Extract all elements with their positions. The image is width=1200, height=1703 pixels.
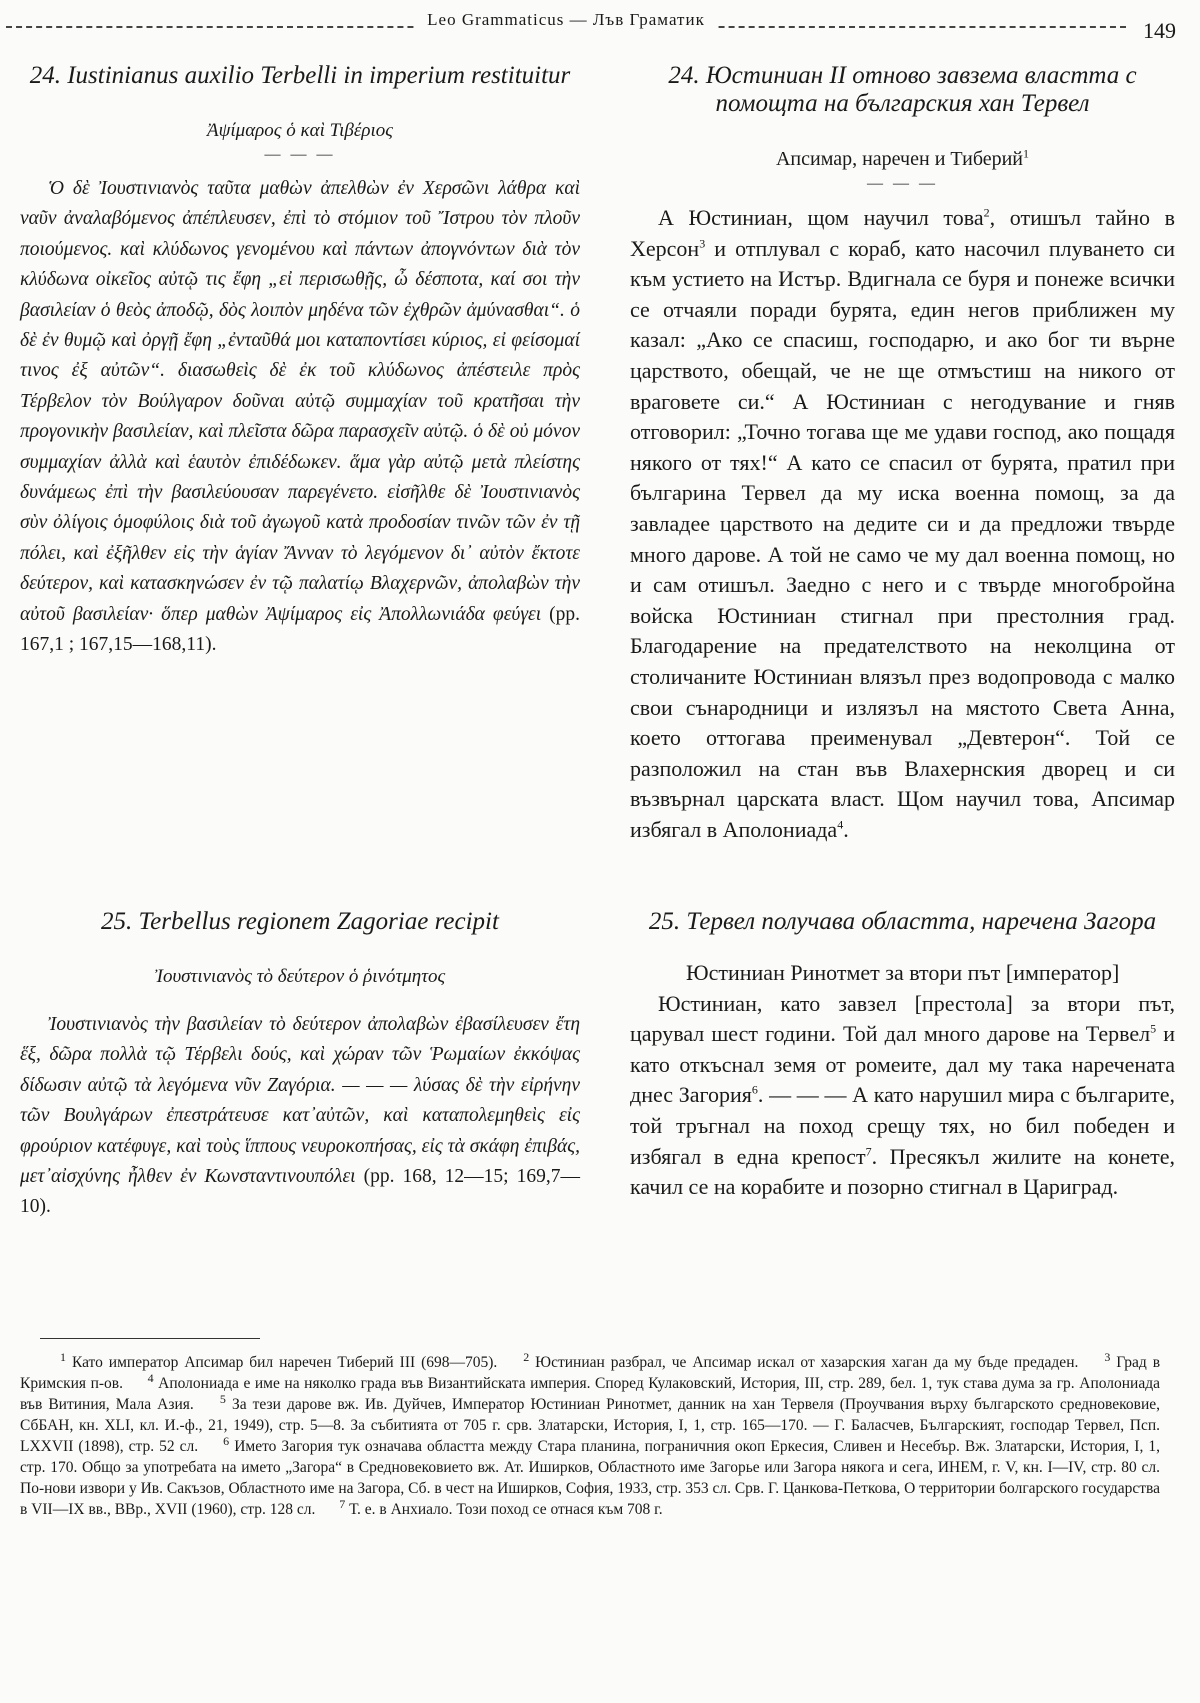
footnote-marker[interactable]: 7	[865, 1144, 872, 1159]
section-24-greek	[20, 62, 580, 661]
text-segment: .	[843, 816, 849, 842]
footnote-block	[20, 1349, 1161, 1520]
text-segment: Юстиниан, като завзел [престола] за втори път, царувал шест години. Той дал много дарове на Тервел	[630, 990, 1175, 1047]
footnote-text: Името Загория тук означава областта между Стара планина, пограничния окоп Еркесия, Сливен и Несебър. Вж. Златарски, История, I, 1, стр. 170. Общо за употребата на името „Загора“ в Средновековието вж. Ат. Иширков, Областното име Загорье или Загора някога и сега, ИНЕМ, г. V, кн. I—IV, стр. 80 сл. По-нови извори у Ив. Сакъзов, Областното име на Загора, Сб. в чест на Иширков, София, 1933, стр. 353 сл. Срв. Г. Цанкова-Петкова, О территории болгарского государства в VII—IX вв., ВВр., XVII (1960), стр. 128 сл.	[20, 1438, 1160, 1518]
footnote-marker[interactable]: 4	[837, 817, 844, 832]
text-segment: , отишъл тайно в Херсон	[630, 205, 1175, 261]
text-segment: . — — — А като нарушил мира с българите, той тръгнал на поход срещу тях, но бил победен и избягал в една крепост	[630, 1082, 1175, 1169]
footnote-marker[interactable]: 2	[983, 205, 990, 220]
footnote-1	[60, 1349, 498, 1371]
section-24-greek-text: Ὁ δὲ Ἰουστινιανὸς ταῦτα μαθὼν ἀπελθὼν ἐν Χερσῶνι λάθρα καὶ ναῦν ἀναλαβόμενος ἀπέπλευσεν, ἐπὶ τὸ στόμιον τοῦ Ἴστρου τὸν πλοῦν ποιούμενος. καὶ κλύδωνος γενομένου καὶ πάντων ἀπογνόντων διὰ τὸν κλύδωνα οἰκεῖος αὐτῷ τις ἔφη „εἰ περισωθῇς, ὦ δέσποτα, καί σοι τὴν βασιλείαν ὁ θεὸς ἀποδῷ, δὸς λοιπὸν μηδένα τῶν ἐχθρῶν ἀμύνασθαι“. ὁ δὲ ἐν θυμῷ καὶ ὀργῇ ἔφη „ἐνταῦθά μοι καταποντίσει κύριος, εἰ φείσομαί τινος ἐξ αὐτῶν“. διασωθεὶς δὲ ἐκ τοῦ κλύδωνος ἀπέστειλε πρὸς Τέρβελον τὸν Βούλγαρον δοῦναι αὐτῷ συμμαχίαν τοῦ κρατῆσαι τὴν προγονικὴν βασιλείαν, καὶ πλεῖστα δῶρα παρασχεῖν αὐτῷ. ὁ δὲ οὐ μόνον συμμαχίαν ἀλλὰ καὶ ἑαυτὸν ἐπιδέδωκεν. ἅμα γὰρ αὐτῷ μετὰ πλείστης δυνάμεως ἐπὶ τὴν βασιλεύουσαν παρεγένετο. εἰσῆλθε δὲ Ἰουστινιανὸς σὺν ὀλίγοις ὁμοφύλοις διὰ τοῦ ἀγωγοῦ κατὰ προδοσίαν τινῶν τῶν ἐν τῇ πόλει, καὶ ἐξῆλθεν εἰς τὴν ἁγίαν Ἄνναν τὸ λεγόμενον δι᾽ αὐτὸν ἔκτοτε δεύτερον, καὶ κατασκηνώσεν ἐν τῷ παλατίῳ Βλαχερνῶν, ἀπολαβὼν τὴν αὐτοῦ βασιλείαν· ὅπερ μαθὼν Ἀψίμαρος εἰς Ἀπολλωνιάδα φεύγει (pp. 167,1 ; 167,15—168,11).	[20, 178, 581, 656]
section-25-latin-title: 25. Terbellus regionem Zagoriae recipit	[101, 908, 499, 935]
footnote-text: Като император Апсимар бил наречен Тиберий III (698—705).	[66, 1354, 498, 1371]
section-24-bg-subhead: Апсимар, наречен и Тиберий$^1$	[775, 146, 1030, 170]
text-segment: и отплувал с кораб, като насочил плуването си към устието на Истър. Вдигнала се буря и понеже всички се отчаяли поради бурята, един негов приближен му казал: „Ако се спасиш, господарю, и ако бог ти върне царството, обещай, че не ще отмъстиш на никого от враговете си.“ А Юстиниан с негодувание и гняв отговорил: „Точно тогава ще ме удави господ, ако пощадя някого от тях!“ А като се спасил от бурята, пратил при българина Тервел да му иска военна помощ, за да завладее царството на дедите си и да предложи твърде много дарове. А той не само че му дал военна помощ, но и сам отишъл. Заедно с него и с твърде многобройна войска Юстиниан стигнал при престолния град. Благодарение на предателството на неколцина от столичаните Юстиниан влязъл през водопровода с малко свои сънародници и излязъл на мястото Света Анна, което оттогава преименувал „Девтерон“. Той се разположил на стан във Влахернския дворец и си възвърнал царската власт. Щом научил това, Апсимар избягал в Аполониада	[630, 235, 1175, 842]
section-25-greek	[20, 908, 580, 1223]
footnote-text: Аполониада е име на няколко града във Византийската империя. Според Кулаковский, История, III, стр. 289, бел. 1, тук става дума за гр. Аполониада във Витиния, Мала Азия.	[20, 1375, 1160, 1413]
footnote-rule	[40, 1338, 260, 1339]
footnote-2	[523, 1349, 1079, 1371]
section-25-bg-title: 25. Тервел получава областта, наречена Загора	[648, 908, 1157, 935]
running-title: Leo Grammaticus — Лъв Граматик	[417, 10, 715, 29]
section-24-greek-ref: (pp. 167,1 ; 167,15—168,11).	[20, 603, 581, 656]
section-25-greek-subhead: Ἰουστινιανὸς τὸ δεύτερον ὁ ῥινότμητος	[154, 966, 446, 987]
text-segment: и като откъснал земя от ромеите, дал му така наречената днес Загория	[630, 1021, 1175, 1108]
footnote-number: 7	[339, 1496, 346, 1511]
footnote-text: За тези дарове вж. Ив. Дуйчев, Император Юстиниан Ринотмет, данник на хан Тервеля (Проучвания върху българското средновековие, СбБАН, кн. XLI, кл. И.-ф., 21, 1949), стр. 5—8. За събитията от 705 г. срв. Златарски, История, I, 1, стр. 165—170. — Г. Баласчев, Българският, господар Тервел, Псп. LXXVII (1898), стр. 52 сл.	[20, 1396, 1161, 1455]
running-header	[6, 6, 1176, 46]
footnote-marker[interactable]: 3	[699, 236, 706, 251]
footnote-number: 1	[60, 1349, 66, 1364]
footnote-number: 5	[219, 1391, 226, 1406]
footnote-number: 3	[1104, 1349, 1111, 1364]
footnote-text: Т. е. в Анхиало. Този поход се отнася към 708 г.	[345, 1501, 663, 1518]
dash-separator: — — —	[264, 146, 336, 163]
section-25-greek-text: Ἰουστινιανὸς τὴν βασιλείαν τὸ δεύτερον ἀπολαβὼν ἐβασίλευσεν ἔτη ἕξ, δῶρα πολλὰ τῷ Τέρβελι δούς, καὶ χώραν τῶν Ῥωμαίων ἐκκόψας δίδωσιν αὐτῷ τὰ λεγόμενα νῦν Ζαγόρια. — — — λύσας δὲ τὴν εἰρήνην τῶν Βουλγάρων ἐπεστράτευσε κατ᾽αὐτῶν, καὶ καταπολεμηθεὶς εἰς φρούριον κατέφυγε, καὶ τοὺς ἵππους νευροκοπήσας, εἰς τὰ σκάφη ἐπιβάς, μετ᾽αἰσχύνης ἦλθεν ἐν Κωνσταντινουπόλει (pp. 168, 12—15; 169,7—10).	[20, 1014, 580, 1218]
section-24-greek-subhead: Ἀψίμαρος ὁ καὶ Τιβέριος	[206, 120, 393, 141]
text-segment: А Юстиниан, щом научил това	[658, 205, 984, 230]
dash-separator: — — —	[867, 175, 938, 192]
text-segment: . Пресякъл жилите на конете, качил се на корабите и позорно стигнал в Цариград.	[630, 1143, 1176, 1200]
section-25-bg-subhead: Юстиниан Ринотмет за втори път [император]	[686, 960, 1120, 985]
footnote-text: Юстиниан разбрал, че Апсимар искал от хазарския хаган да му бъде предаден.	[529, 1354, 1079, 1371]
footnote-text: Град в Кримския п-ов.	[20, 1354, 1161, 1392]
footnote-number: 4	[147, 1370, 154, 1385]
page-number: 149	[1143, 18, 1176, 43]
section-24-bg-text	[630, 203, 1175, 845]
footnote-marker[interactable]: 5	[1150, 1021, 1157, 1036]
footnote-number: 2	[523, 1349, 530, 1364]
section-24-bulgarian	[630, 62, 1175, 845]
section-24-latin-title: 24. Iustinianus auxilio Terbelli in imperium restituitur	[29, 62, 571, 89]
footnote-number: 6	[223, 1433, 230, 1448]
footnote-7	[339, 1496, 663, 1518]
section-25-greek-ref: (pp. 168, 12—15; 169,7—10).	[20, 1166, 580, 1218]
section-24-bg-title: 24. Юстиниан II отново завзема властта с помощта на българския хан Тервел	[668, 62, 1137, 117]
section-25-bg-text	[630, 989, 1175, 1203]
footnotes	[20, 1349, 1161, 1520]
footnote-marker[interactable]: 6	[751, 1083, 758, 1098]
section-25-bulgarian	[630, 908, 1175, 1203]
